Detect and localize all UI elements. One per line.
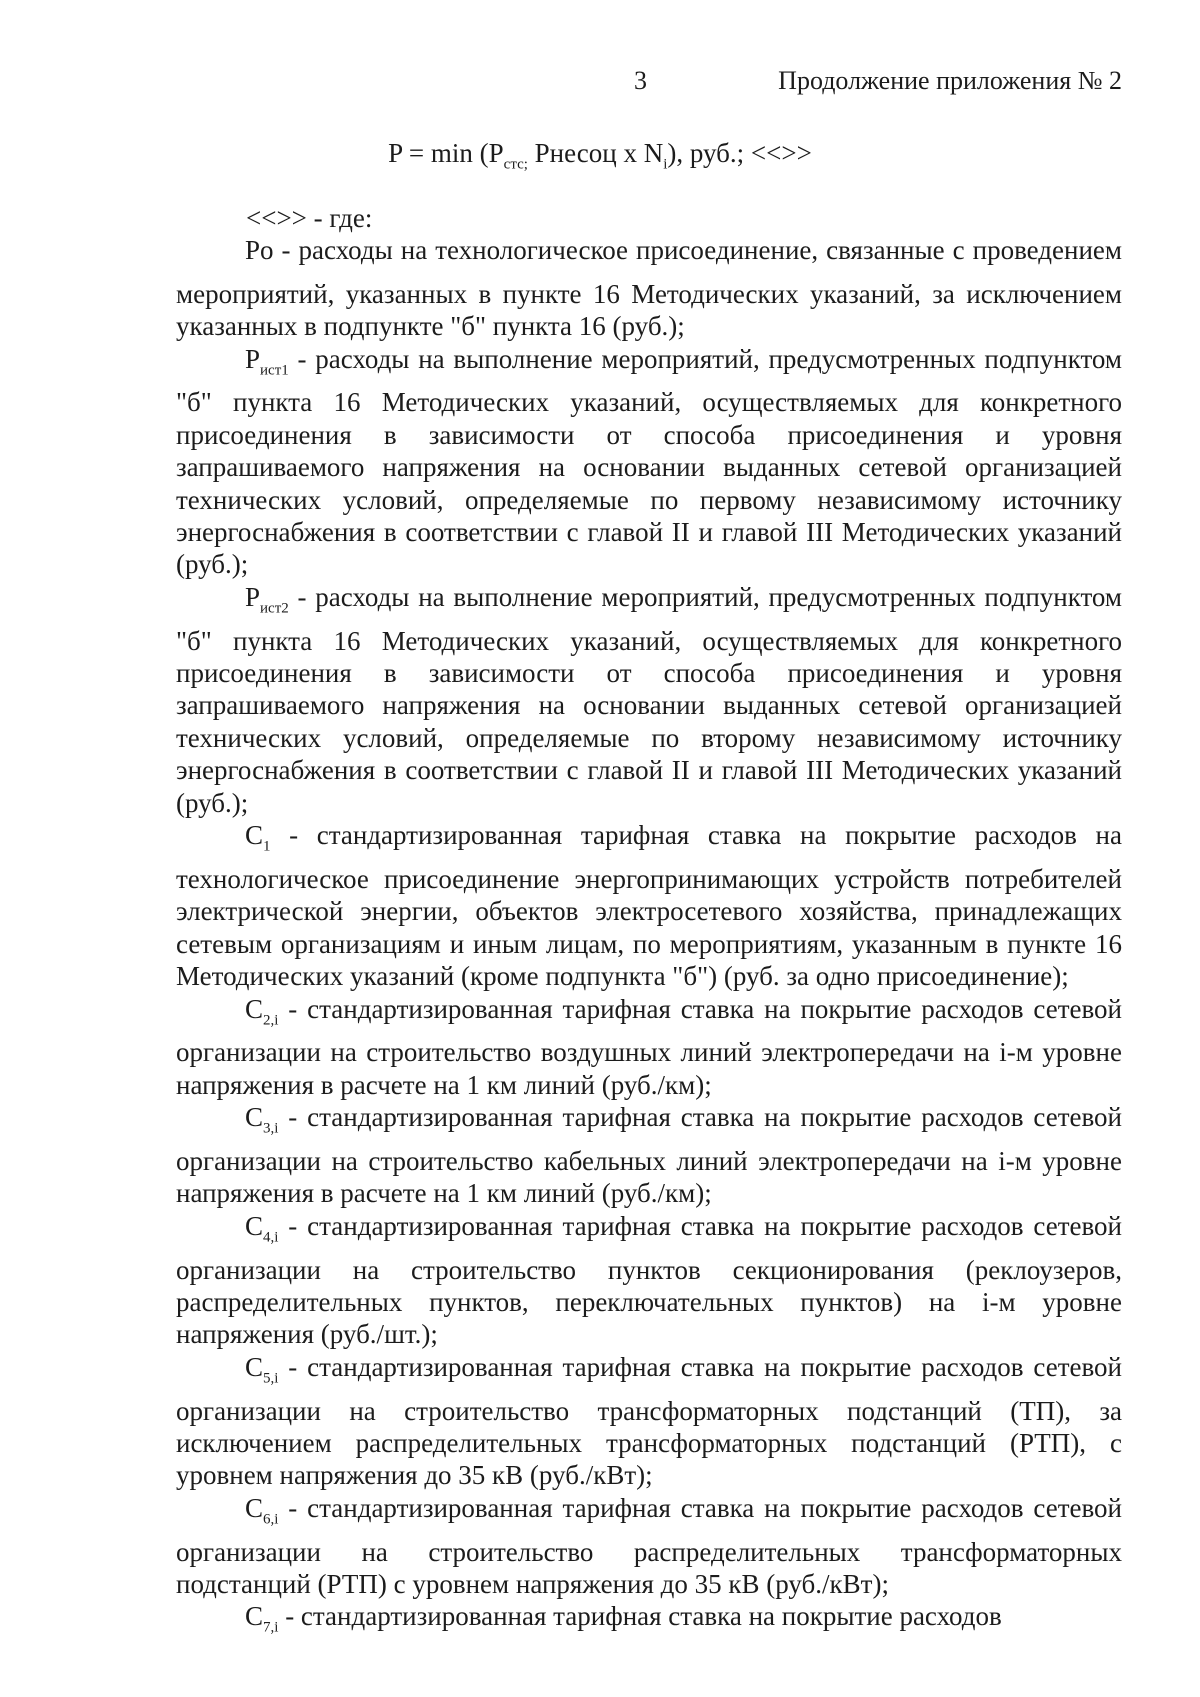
- definition-symbol: $P_{ист2}$: [245, 581, 289, 617]
- definition-text: - стандартизированная тарифная ставка на покрытие расходов сетевой организации на строительство воздушных линий электропередачи на i-м уровне напряжения в расчете на 1 км линий (руб./км);: [176, 993, 1122, 1100]
- cost-formula: [0, 138, 1200, 173]
- formula-prefix: P = min (P: [388, 138, 504, 168]
- definition-c7i: [176, 1600, 1122, 1644]
- definition-c6i: [176, 1492, 1122, 1601]
- formula-subscript-1: стс;: [503, 156, 528, 173]
- definition-text: - стандартизированная тарифная ставка на покрытие расходов сетевой организации на строительство пунктов секционирования (реклоузеров, распределительных пунктов, переключательных пунктов) на i-м уровне напряжения (руб./шт.);: [176, 1210, 1122, 1350]
- definition-text: - стандартизированная тарифная ставка на покрытие расходов сетевой организации на строительство трансформаторных подстанций (ТП), за исключением распределительных трансформаторных подстанций (РТП), с уровнем напряжения до 35 кВ (руб./кВт);: [176, 1351, 1122, 1491]
- formula-middle: Рнесоц x N: [527, 138, 664, 168]
- definition-text: - расходы на технологическое присоединение, связанные с проведением мероприятий, указанных в пункте 16 Методических указаний, за исключением указанных в подпункте "б" пункта 16 (руб.);: [176, 235, 1122, 342]
- definition-symbol: $C_{2,i}$: [245, 993, 279, 1028]
- formula-suffix: ), руб.; <<>>: [667, 138, 812, 168]
- definition-pist1: [176, 343, 1122, 581]
- definition-symbol: $C_{4,i}$: [245, 1210, 279, 1246]
- definition-text: - расходы на выполнение мероприятий, предусмотренных подпунктом "б" пункта 16 Методических указаний, осуществляемых для конкретного присоединения в зависимости от способа присоединения и уровня запрашиваемого напряжения на основании выданных сетевой организацией технических условий, определяемые по второму независимому источнику энергоснабжения в соответствии с главой II и главой III Методических указаний (руб.);: [176, 581, 1122, 818]
- definition-symbol: $P_{ист1}$: [245, 343, 289, 378]
- where-label: <<>> - где:: [246, 203, 373, 233]
- definition-text: - стандартизированная тарифная ставка на покрытие расходов: [278, 1601, 1002, 1632]
- definition-text: - расходы на выполнение мероприятий, предусмотренных подпунктом "б" пункта 16 Методических указаний, осуществляемых для конкретного присоединения в зависимости от способа присоединения и уровня запрашиваемого напряжения на основании выданных сетевой организацией технических условий, определяемые по первому независимому источнику энергоснабжения в соответствии с главой II и главой III Методических указаний (руб.);: [176, 343, 1122, 580]
- definition-c5i: [176, 1351, 1122, 1492]
- definitions-list: [176, 234, 1122, 1644]
- definition-c2i: [176, 993, 1122, 1102]
- definition-symbol: $C_{6,i}$: [245, 1492, 279, 1528]
- definition-symbol: $C_{5,i}$: [245, 1351, 279, 1387]
- definition-po: [176, 234, 1122, 343]
- definition-symbol: Po: [245, 235, 274, 265]
- definition-c3i: [176, 1101, 1122, 1210]
- definition-c1: [176, 819, 1122, 992]
- definition-text: - стандартизированная тарифная ставка на покрытие расходов сетевой организации на строительство кабельных линий электропередачи на i-м уровне напряжения в расчете на 1 км линий (руб./км);: [176, 1102, 1122, 1209]
- definition-text: - стандартизированная тарифная ставка на покрытие расходов сетевой организации на строительство распределительных трансформаторных подстанций (РТП) с уровнем напряжения до 35 кВ (руб./кВт);: [176, 1492, 1122, 1599]
- formula-subscript-2: i: [663, 156, 668, 173]
- definition-symbol: $C_1$: [245, 820, 271, 855]
- definition-symbol: $C_{3,i}$: [245, 1102, 279, 1137]
- definition-text: - стандартизированная тарифная ставка на покрытие расходов на технологическое присоединение энергопринимающих устройств потребителей электрической энергии, объектов электросетевого хозяйства, принадлежащих сетевым организациям и иным лицам, по мероприятиям, указанным в пункте 16 Методических указаний (кроме подпункта "б") (руб. за одно присоединение);: [176, 820, 1122, 992]
- definition-symbol: $C_{7,i}$: [245, 1601, 279, 1636]
- definition-pist2: [176, 581, 1122, 819]
- appendix-continuation-note: Продолжение приложения № 2: [778, 66, 1122, 95]
- page-number: 3: [634, 66, 647, 95]
- definition-c4i: [176, 1210, 1122, 1351]
